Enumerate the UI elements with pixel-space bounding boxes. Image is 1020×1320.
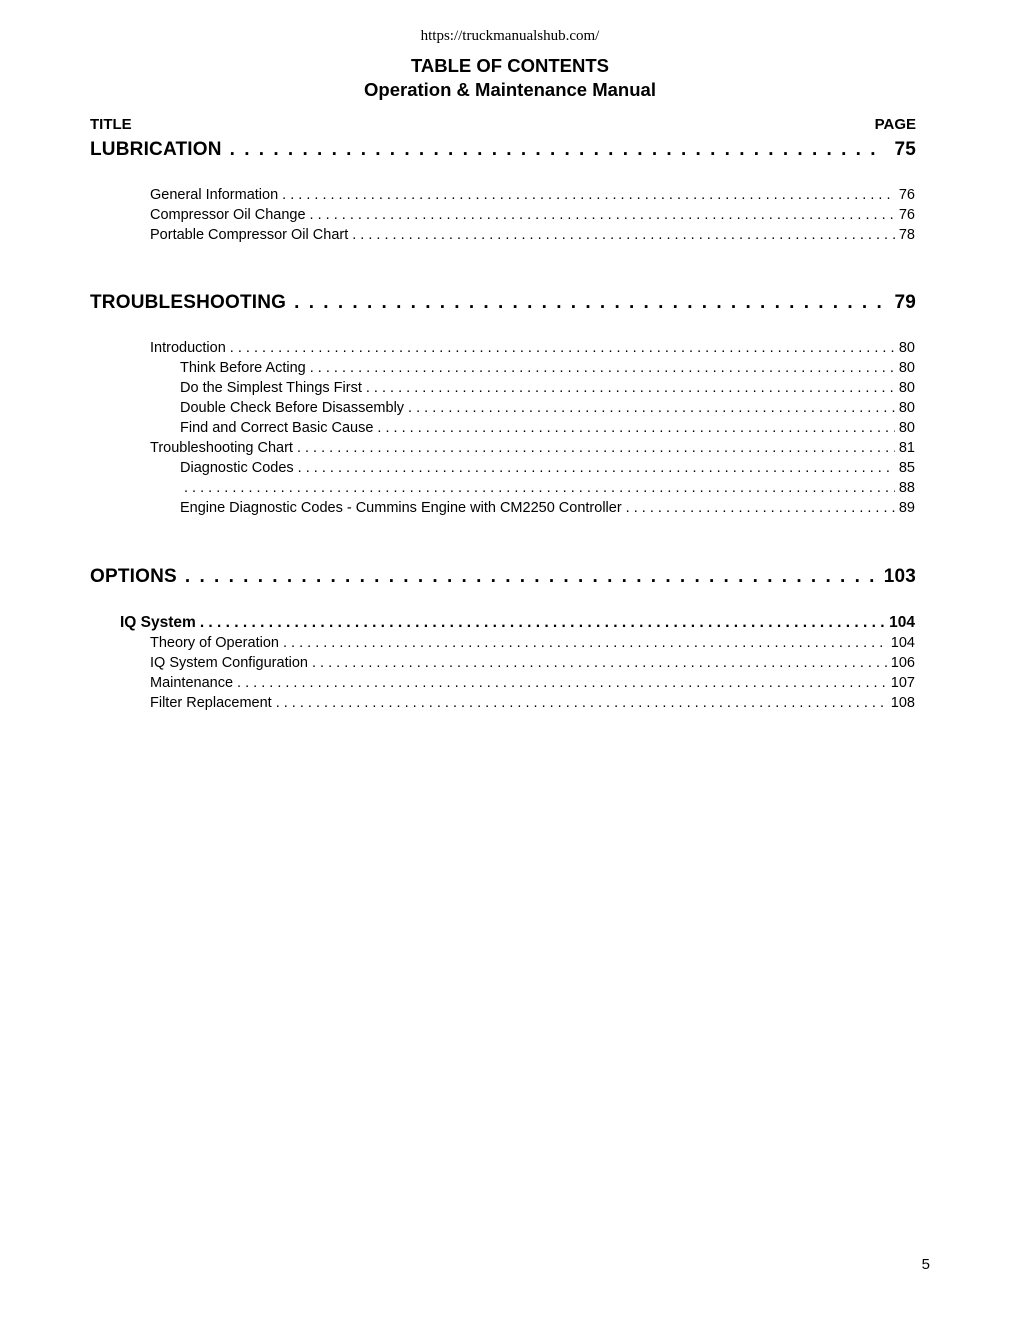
toc-page-number: 76 <box>898 207 915 223</box>
toc-page-number: 80 <box>898 340 915 356</box>
toc-page-number: 76 <box>898 187 915 203</box>
toc-section-options[interactable] <box>90 566 916 588</box>
page-column-header: PAGE <box>874 116 916 133</box>
toc-entry[interactable] <box>150 340 915 356</box>
dot-leader <box>230 340 895 356</box>
toc-entry-label: Do the Simplest Things First <box>180 380 362 396</box>
toc-entry-label: Filter Replacement <box>150 695 272 711</box>
toc-section-title: LUBRICATION <box>90 139 222 160</box>
toc-entry-label: Introduction <box>150 340 226 356</box>
toc-subsection[interactable] <box>120 614 915 632</box>
toc-page-number: 107 <box>890 675 915 691</box>
dot-leader <box>297 440 895 456</box>
toc-entry-label: Maintenance <box>150 675 234 691</box>
toc-entry-label: Double Check Before Disassembly <box>180 400 405 416</box>
dot-leader <box>310 207 895 223</box>
dot-leader <box>377 420 894 436</box>
toc-page-number: 78 <box>898 227 915 243</box>
toc-entry[interactable] <box>150 695 915 711</box>
page-number: 5 <box>921 1256 930 1273</box>
toc-entry-label: Think Before Acting <box>180 360 306 376</box>
dot-leader <box>276 695 887 711</box>
toc-entry-label: Diagnostic Codes <box>180 460 294 476</box>
toc-page-number: 80 <box>898 420 915 436</box>
toc-page-number: 88 <box>898 480 915 496</box>
toc-entry[interactable] <box>180 360 915 376</box>
toc-section-lubrication[interactable] <box>90 139 916 161</box>
toc-entry[interactable] <box>150 187 915 203</box>
toc-entry[interactable] <box>180 480 915 496</box>
toc-page-number: 108 <box>890 695 915 711</box>
toc-entry-label: Troubleshooting Chart <box>150 440 293 456</box>
toc-entry-label: Theory of Operation <box>150 635 279 651</box>
toc-entry-label: IQ System Configuration <box>150 655 308 671</box>
toc-page-number: 75 <box>894 139 916 160</box>
toc-entry[interactable] <box>180 380 915 396</box>
toc-page-number: 80 <box>898 380 915 396</box>
toc-entry-label: IQ System <box>120 614 196 631</box>
toc-section-title: OPTIONS <box>90 566 177 587</box>
dot-leader <box>352 227 895 243</box>
toc-page-number: 104 <box>889 614 915 631</box>
toc-entry[interactable] <box>150 227 915 243</box>
toc-entry[interactable] <box>150 635 915 651</box>
toc-entry[interactable] <box>180 460 915 476</box>
dot-leader <box>237 675 887 691</box>
dot-leader <box>626 500 895 516</box>
toc-entry-label: Compressor Oil Change <box>150 207 306 223</box>
toc-page-number: 104 <box>890 635 915 651</box>
toc-entry[interactable] <box>180 420 915 436</box>
dot-leader <box>294 292 886 314</box>
dot-leader <box>230 139 887 161</box>
toc-entry[interactable] <box>150 675 915 691</box>
dot-leader <box>283 635 887 651</box>
toc-page-number: 79 <box>894 292 916 313</box>
toc-entry[interactable] <box>150 440 915 456</box>
toc-entry-label: Find and Correct Basic Cause <box>180 420 374 436</box>
toc-page-number: 89 <box>898 500 915 516</box>
toc-section-title: TROUBLESHOOTING <box>90 292 287 313</box>
toc-entry[interactable] <box>180 500 915 516</box>
dot-leader <box>408 400 895 416</box>
toc-page-number: 81 <box>898 440 915 456</box>
toc-entry[interactable] <box>150 207 915 223</box>
toc-page-number: 106 <box>890 655 915 671</box>
toc-entry[interactable] <box>180 400 915 416</box>
document-subtitle: Operation & Maintenance Manual <box>364 79 656 100</box>
dot-leader <box>185 566 876 588</box>
toc-page-number: 85 <box>898 460 915 476</box>
dot-leader <box>310 360 895 376</box>
toc-entry-label: Portable Compressor Oil Chart <box>150 227 349 243</box>
toc-page-number: 80 <box>898 360 915 376</box>
dot-leader <box>366 380 895 396</box>
dot-leader <box>312 655 887 671</box>
dot-leader <box>298 460 895 476</box>
document-title: TABLE OF CONTENTS <box>410 55 609 76</box>
title-column-header: TITLE <box>90 116 132 133</box>
toc-entry[interactable] <box>150 655 915 671</box>
toc-page-number: 80 <box>898 400 915 416</box>
toc-page-number: 103 <box>883 566 916 587</box>
toc-entry-label: Engine Diagnostic Codes - Cummins Engine with CM2250 Controller <box>180 500 622 516</box>
dot-leader <box>184 480 895 496</box>
toc-entry-label: General Information <box>150 187 279 203</box>
dot-leader <box>282 187 895 203</box>
dot-leader <box>200 614 885 632</box>
toc-section-troubleshooting[interactable] <box>90 292 916 314</box>
source-url: https://truckmanualshub.com/ <box>420 28 600 44</box>
